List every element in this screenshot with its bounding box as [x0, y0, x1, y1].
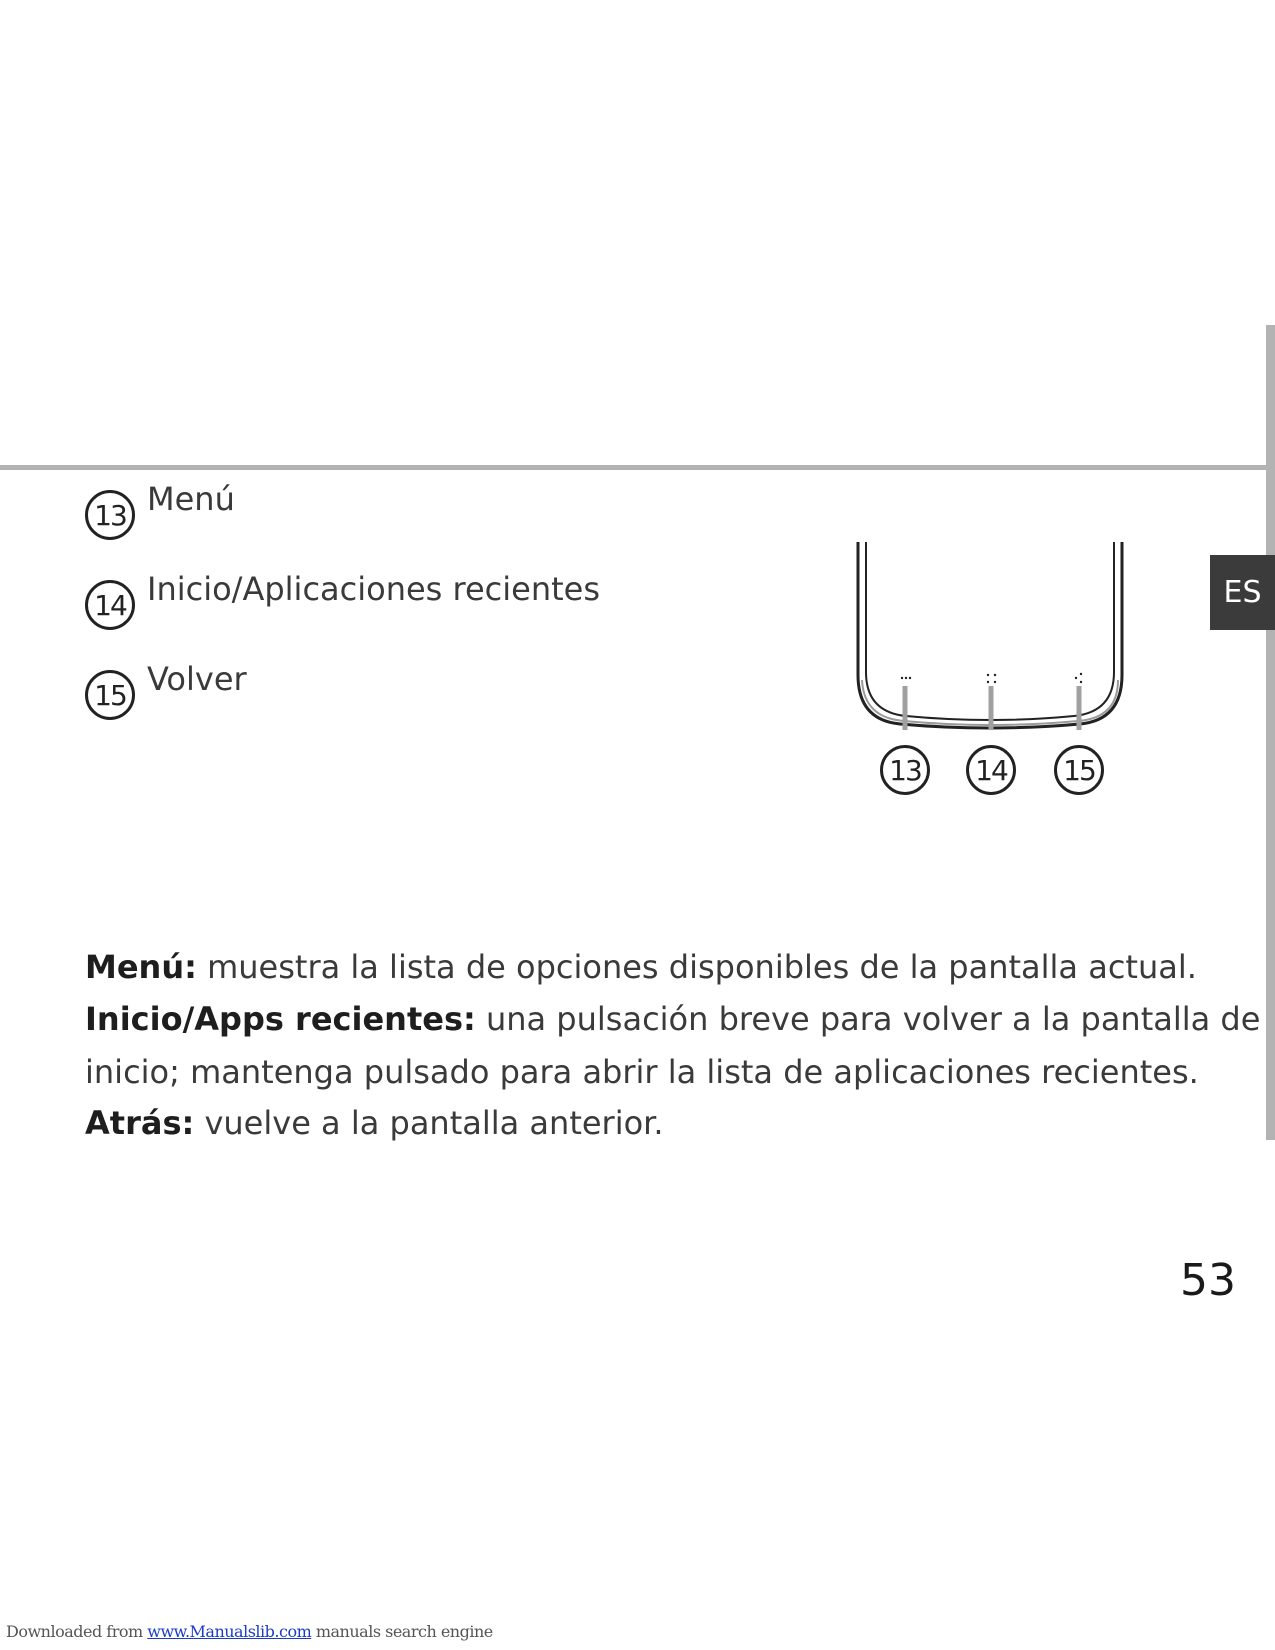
description-text: una pulsación breve para volver a la pantalla de: [475, 1000, 1261, 1038]
diagram-callout-14: 14: [966, 745, 1016, 795]
footer-suffix: manuals search engine: [311, 1622, 493, 1641]
description-home: [85, 1000, 1260, 1038]
legend-label: Inicio/Aplicaciones recientes: [147, 570, 601, 608]
download-footer: [6, 1622, 493, 1641]
callout-number: 13: [85, 490, 135, 540]
page-number: 53: [1180, 1255, 1236, 1306]
description-text: inicio; mantenga pulsado para abrir la lista de aplicaciones recientes.: [85, 1053, 1199, 1091]
description-term: Menú:: [85, 948, 197, 986]
legend-item-13: [85, 480, 235, 540]
legend-label: Volver: [147, 660, 247, 698]
menu-button-glyph: [901, 677, 911, 679]
legend-item-15: [85, 660, 247, 720]
description-back: [85, 1104, 664, 1142]
legend-item-14: [85, 570, 601, 630]
description-text: muestra la lista de opciones disponibles de la pantalla actual.: [196, 948, 1197, 986]
description-term: Atrás:: [85, 1104, 195, 1142]
diagram-callout-13: 13: [880, 745, 930, 795]
description-text: vuelve a la pantalla anterior.: [194, 1104, 664, 1142]
device-diagram: [850, 540, 1140, 800]
callout-number: 15: [85, 670, 135, 720]
top-divider: [0, 465, 1266, 470]
language-tab: ES: [1210, 555, 1275, 630]
side-margin-bar: [1266, 325, 1275, 1140]
manualslib-link[interactable]: www.Manualslib.com: [147, 1622, 312, 1641]
callout-number: 14: [85, 580, 135, 630]
description-term: Inicio/Apps recientes:: [85, 1000, 476, 1038]
home-button-glyph: [987, 674, 996, 683]
legend-label: Menú: [147, 480, 235, 518]
diagram-callout-15: 15: [1054, 745, 1104, 795]
description-home-continued: [85, 1053, 1199, 1091]
back-button-glyph: [1075, 673, 1082, 683]
description-menu: [85, 948, 1197, 986]
footer-prefix: Downloaded from: [6, 1622, 148, 1641]
